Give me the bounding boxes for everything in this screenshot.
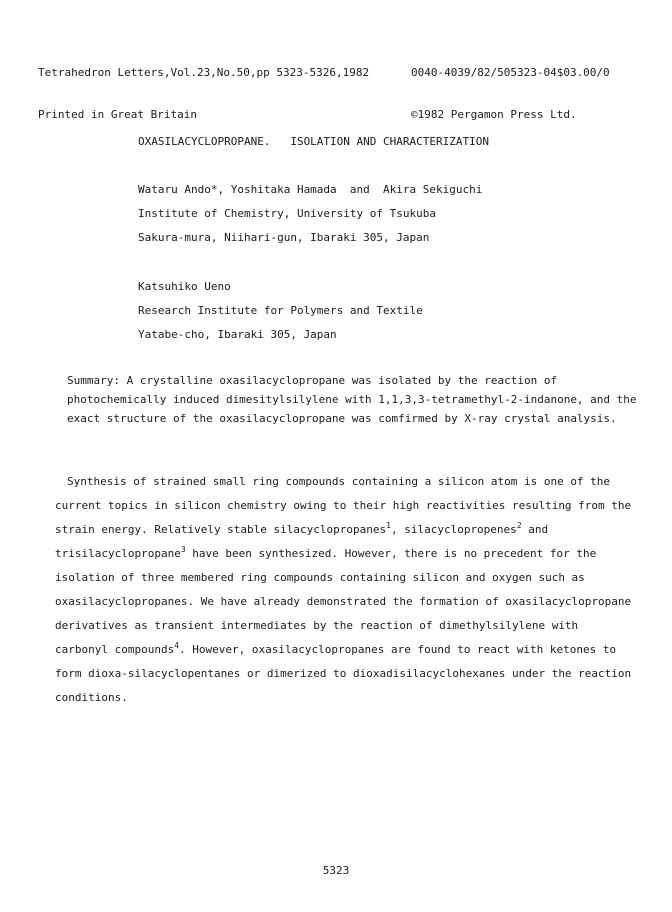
reference-2: 2 [516, 521, 522, 530]
copyright-notice: ©1982 Pergamon Press Ltd. [411, 108, 577, 121]
author-address-1: Sakura-mura, Niihari-gun, Ibaraki 305, Japan [138, 231, 430, 244]
body-text-3: and trisilacyclopropane [55, 523, 549, 560]
body-text-2: , silacyclopropenes [390, 523, 517, 536]
body-text-5: . However, oxasilacyclopropanes are found to react with ketones to form dioxa-silacyclopentanes or dimerized to dioxadisilacyclohexanes under the reaction conditions. [55, 643, 632, 704]
page-number: 5323 [322, 864, 350, 877]
journal-header-right [411, 38, 610, 136]
author-names-2: Katsuhiko Ueno [138, 280, 231, 293]
author-address-2: Yatabe-cho, Ibaraki 305, Japan [138, 328, 337, 341]
article-code: 0040-4039/82/505323-04$03.00/0 [411, 66, 610, 79]
author-names-1: Wataru Ando*, Yoshitaka Hamada and Akira Sekiguchi [138, 183, 483, 196]
reference-3: 3 [180, 545, 186, 554]
body-text-1: Synthesis of strained small ring compounds containing a silicon atom is one of the current topics in silicon chemistry owing to their high reactivities resulting from the strain energy. Relatively stable silacyclopropanes [55, 475, 632, 536]
printed-location: Printed in Great Britain [38, 108, 197, 121]
reference-1: 1 [386, 521, 391, 530]
summary-paragraph: Summary: A crystalline oxasilacyclopropane was isolated by the reaction of photochemically induced dimesitylsilylene with 1,1,3,3-tetramethyl-2-indanone, and the exact structure of the oxasilacyclopropane was comfirmed by X-ray crystal analysis. [67, 374, 637, 425]
paper-title: OXASILACYCLOPROPANE. ISOLATION AND CHARACTERIZATION [138, 135, 489, 148]
journal-citation: Tetrahedron Letters,Vol.23,No.50,pp 5323-5326,1982 [38, 66, 370, 79]
author-institution-1: Institute of Chemistry, University of Tsukuba [138, 207, 437, 220]
body-text-4: have been synthesized. However, there is no precedent for the isolation of three membered ring compounds containing silicon and oxygen such as oxasilacyclopropanes. We have already demonstrated the formation of oxasilacyclopropane derivatives as transient intermediates by the reaction of dimethylsilylene with carbonyl compounds [55, 547, 632, 656]
author-institution-2: Research Institute for Polymers and Textile [138, 304, 423, 317]
reference-4: 4 [174, 641, 180, 650]
journal-header-left [38, 38, 369, 136]
body-paragraph [55, 470, 635, 710]
